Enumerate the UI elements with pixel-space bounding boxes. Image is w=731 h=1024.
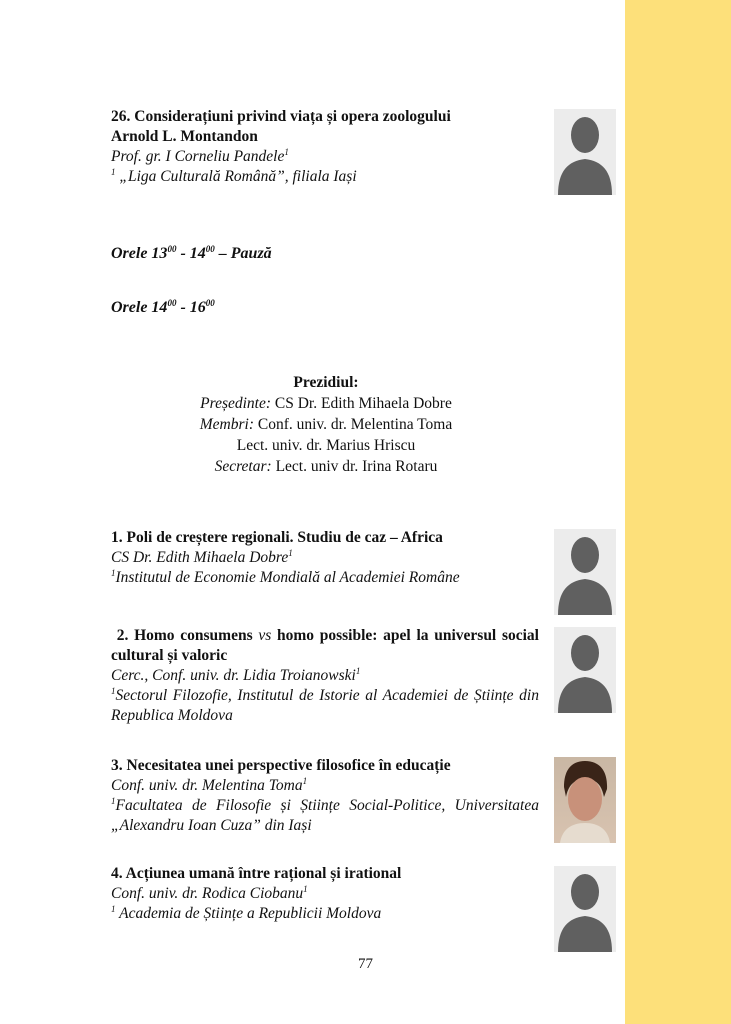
pause-time: Orele $13^{00} - 14^{00}$ – Pauză	[111, 244, 272, 262]
entry-2-affiliation: $^1$Sectorul Filozofie, Institutul de Istorie al Academiei de Științe din Republica Moldova	[111, 686, 539, 724]
prezidiu-heading: Prezidiul:	[293, 374, 359, 391]
entry-3	[111, 756, 539, 836]
entry-2-title: 2. Homo consumens vs homo possible: apel la universul social cultural și valoric	[111, 627, 539, 664]
entry-26-title: 26. Considerațiuni privind viața și opera zoologului Arnold L. Montandon	[111, 108, 451, 145]
entry-2	[111, 626, 539, 726]
avatar-placeholder-icon	[554, 529, 616, 615]
entry-1-title: 1. Poli de creștere regionali. Studiu de caz – Africa	[111, 529, 443, 546]
entry-4-author: Conf. univ. dr. Rodica Ciobanu$^1$	[111, 884, 308, 902]
entry-3-author: Conf. univ. dr. Melentina Toma$^1$	[111, 776, 308, 794]
entry-1-affiliation: $^1$Institutul de Economie Mondială al Academiei Române	[111, 568, 460, 586]
secretar-line: Secretar: Lect. univ dr. Irina Rotaru	[214, 458, 438, 475]
entry-1-author: CS Dr. Edith Mihaela Dobre$^1$	[111, 548, 293, 566]
entry-3-affiliation: $^1$Facultatea de Filosofie și Științe Social-Politice, Universitatea „Alexandru Ioan Cuza” din Iași	[111, 796, 539, 834]
entry-1	[111, 528, 539, 588]
entry-2-author: Cerc., Conf. univ. dr. Lidia Troianowski$^1$	[111, 666, 361, 684]
session-time: Orele $14^{00} - 16^{00}$	[111, 298, 215, 316]
entry-26	[111, 107, 539, 187]
entry-26-author: Prof. gr. I Corneliu Pandele$^1$	[111, 147, 289, 165]
membri-line-2: Lect. univ. dr. Marius Hriscu	[236, 437, 416, 454]
author-photo	[554, 757, 616, 843]
presedinte-line: Președinte: CS Dr. Edith Mihaela Dobre	[200, 395, 452, 412]
prezidiu-block	[111, 372, 541, 477]
entry-3-title: 3. Necesitatea unei perspective filosofice în educație	[111, 757, 451, 774]
entry-4-title: 4. Acțiunea umană între rațional și irational	[111, 865, 402, 882]
yellow-sidebar	[625, 0, 731, 1024]
entry-4-affiliation: $^1$ Academia de Științe a Republicii Moldova	[111, 904, 382, 922]
avatar-placeholder-icon	[554, 627, 616, 713]
avatar-placeholder-icon	[554, 866, 616, 952]
membri-line: Membri: Conf. univ. dr. Melentina Toma	[199, 416, 453, 433]
entry-4	[111, 864, 539, 924]
page-number: 77	[358, 956, 373, 972]
avatar-placeholder-icon	[554, 109, 616, 195]
entry-26-affiliation: $^1$ „Liga Culturală Română”, filiala Iași	[111, 167, 357, 185]
